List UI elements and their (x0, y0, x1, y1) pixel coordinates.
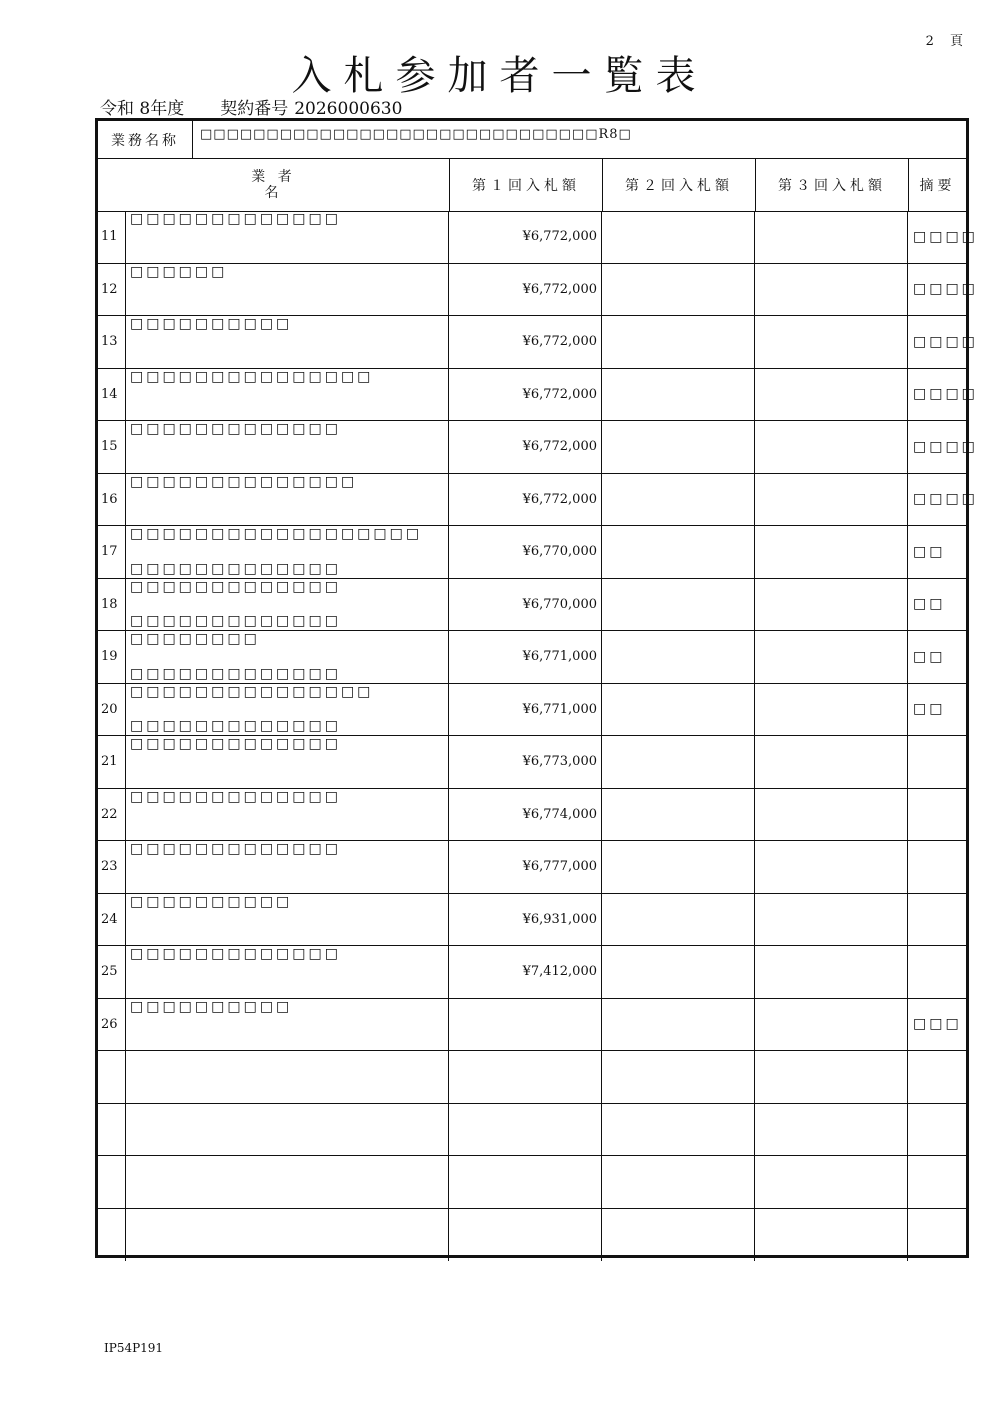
bid-price-3 (755, 211, 908, 263)
bid-price-3 (755, 841, 908, 893)
header-company-name (98, 158, 449, 211)
bid-price-3 (755, 526, 908, 578)
row-number: 17 (98, 526, 126, 578)
note (908, 1051, 966, 1103)
document-title: 入札参加者一覧表 (291, 53, 708, 99)
row-number: 24 (98, 894, 126, 946)
company-name (126, 789, 449, 841)
row-number: 25 (98, 946, 126, 998)
bid-price-2 (602, 1156, 755, 1208)
note: □□ (913, 596, 946, 613)
table-row (98, 894, 966, 947)
bid-price-3 (755, 316, 908, 368)
bid-price-2 (602, 894, 755, 946)
company-name (126, 736, 449, 788)
company-name-line1: □□□□□□□□□□□□□ (130, 211, 341, 227)
row-number: 14 (98, 369, 126, 421)
header-price-3: 第３回入札額 (755, 158, 908, 211)
company-name-line1: □□□□□□□□□□□□□ (130, 788, 341, 805)
header-note: 摘要 (908, 158, 966, 211)
bid-price-1 (449, 1051, 602, 1103)
bid-price-1: ¥6,771,000 (449, 684, 602, 736)
bid-price-2 (602, 631, 755, 683)
bid-price-2 (602, 1104, 755, 1156)
bid-price-3 (755, 894, 908, 946)
bid-price-2 (602, 316, 755, 368)
note (908, 946, 966, 998)
bid-price-1: ¥6,772,000 (449, 264, 602, 316)
bid-price-3 (755, 369, 908, 421)
page-number: 2 頁 (925, 34, 969, 49)
company-name (126, 1209, 449, 1262)
bid-price-2 (602, 736, 755, 788)
bid-price-3 (755, 1051, 908, 1103)
row-number: 15 (98, 421, 126, 473)
company-name-line1: □□□□□□□□□□□□□ (130, 841, 341, 857)
header-price-2: 第２回入札額 (602, 158, 755, 211)
bid-price-2 (602, 474, 755, 526)
bid-price-2 (602, 841, 755, 893)
company-name-line2: □□□□□□□□□□□□□ (130, 665, 341, 682)
company-name (126, 684, 449, 736)
bid-price-1 (449, 1156, 602, 1208)
note (908, 1104, 966, 1156)
bid-price-2 (602, 1209, 755, 1262)
row-number (98, 1051, 126, 1103)
bid-price-1 (449, 999, 602, 1051)
note: □□□□ (913, 228, 978, 245)
bid-price-1: ¥6,771,000 (449, 631, 602, 683)
table-row (98, 631, 966, 684)
bid-price-1: ¥6,772,000 (449, 474, 602, 526)
company-name-line2: □□□□□□□□□□□□□ (130, 718, 341, 734)
company-name-line1: □□□□□□□□ (130, 631, 260, 647)
bid-price-1: ¥6,777,000 (449, 841, 602, 893)
company-name (126, 421, 449, 473)
company-name (126, 369, 449, 421)
company-name (126, 264, 449, 316)
note: □□□□ (913, 281, 978, 298)
company-name (126, 526, 449, 578)
company-name-line1: □□□□□□□□□□□□□ (130, 421, 341, 437)
row-number (98, 1209, 126, 1262)
bid-price-3 (755, 684, 908, 736)
document-meta (100, 94, 438, 119)
company-name-line1: □□□□□□□□□□□□□□□ (130, 683, 374, 700)
bid-price-2 (602, 946, 755, 998)
company-name-line1: □□□□□□□□□□□□□□□ (130, 368, 374, 385)
bid-price-2 (602, 369, 755, 421)
table-row (98, 579, 966, 632)
project-row (98, 121, 966, 159)
bid-price-3 (755, 789, 908, 841)
bid-price-3 (755, 579, 908, 631)
company-name (126, 579, 449, 631)
row-number: 21 (98, 736, 126, 788)
row-number: 23 (98, 841, 126, 893)
company-name-line2: □□□□□□□□□□□□□ (130, 613, 341, 629)
company-name-line1: □□□□□□□□□□ (130, 998, 293, 1015)
note: □□□ (913, 1016, 962, 1033)
company-name (126, 841, 449, 893)
row-number: 26 (98, 999, 126, 1051)
bid-price-3 (755, 421, 908, 473)
table-row (98, 263, 978, 317)
row-number: 20 (98, 684, 126, 736)
table-row (98, 526, 966, 579)
note: □□□□ (913, 386, 978, 403)
bid-price-1: ¥6,770,000 (449, 579, 602, 631)
row-number: 16 (98, 474, 126, 526)
bid-price-1: ¥6,772,000 (449, 316, 602, 368)
note: □□□□ (913, 438, 978, 455)
bid-price-2 (602, 264, 755, 316)
table-row (98, 473, 978, 527)
bid-price-1 (449, 1104, 602, 1156)
table-row (98, 368, 978, 422)
bid-price-1: ¥6,774,000 (449, 789, 602, 841)
bid-price-1: ¥6,772,000 (449, 211, 602, 263)
company-name-line1: □□□□□□□□□□□□□ (130, 578, 341, 595)
table-row (98, 1156, 966, 1209)
table-row (98, 1104, 966, 1157)
note (908, 789, 966, 841)
note (908, 1156, 966, 1208)
company-name (126, 1104, 449, 1156)
company-name-line1: □□□□□□□□□□ (130, 316, 293, 332)
bid-price-1: ¥6,772,000 (449, 369, 602, 421)
bid-price-2 (602, 421, 755, 473)
project-name: □□□□□□□□□□□□□□□□□□□□□□□□□□□□□□R8□ (200, 127, 632, 142)
note: □□□□ (913, 333, 978, 350)
bid-price-2 (602, 211, 755, 263)
company-name-line1: □□□□□□□□□□□□□□□□□□ (130, 526, 423, 542)
bid-price-3 (755, 946, 908, 998)
company-name (126, 1051, 449, 1103)
company-name-line1: □□□□□□□□□□ (130, 893, 293, 910)
bid-price-1: ¥6,770,000 (449, 526, 602, 578)
bid-price-3 (755, 264, 908, 316)
note (908, 841, 966, 893)
project-label: 業務名称 (98, 121, 193, 158)
bid-price-2 (602, 526, 755, 578)
bid-price-3 (755, 1156, 908, 1208)
bid-price-2 (602, 789, 755, 841)
table-header (98, 158, 966, 212)
table-row (98, 316, 978, 369)
row-number: 12 (98, 264, 126, 316)
contract-number-label: 契約番号 (220, 99, 289, 119)
table-row (98, 421, 978, 474)
note (908, 894, 966, 946)
table-row (98, 946, 966, 999)
bid-price-2 (602, 579, 755, 631)
note: □□ (913, 648, 946, 665)
bid-price-2 (602, 684, 755, 736)
bid-price-1: ¥7,412,000 (449, 946, 602, 998)
bid-price-3 (755, 1104, 908, 1156)
row-number: 18 (98, 579, 126, 631)
bid-price-2 (602, 999, 755, 1051)
note (908, 1209, 966, 1262)
bid-price-3 (755, 631, 908, 683)
company-name (126, 316, 449, 368)
bid-price-3 (755, 999, 908, 1051)
row-number: 22 (98, 789, 126, 841)
fiscal-year: 令和 8年度 (100, 99, 185, 119)
company-name (126, 999, 449, 1051)
note: □□□□ (913, 491, 978, 508)
row-number: 13 (98, 316, 126, 368)
note (908, 736, 966, 788)
company-name (126, 1156, 449, 1208)
company-name-line1: □□□□□□□□□□□□□□ (130, 473, 358, 490)
row-number (98, 1156, 126, 1208)
table-row (98, 789, 966, 842)
company-name (126, 894, 449, 946)
bid-price-2 (602, 1051, 755, 1103)
company-name (126, 474, 449, 526)
table-row (98, 841, 966, 894)
bid-price-3 (755, 1209, 908, 1262)
row-number: 11 (98, 211, 126, 263)
note: □□ (913, 701, 946, 718)
row-number: 19 (98, 631, 126, 683)
bid-table (95, 118, 978, 1258)
header-company-line2: 名 (264, 184, 283, 201)
contract-number: 2026000630 (294, 99, 403, 119)
company-name-line1: □□□□□□ (130, 263, 228, 280)
table-row (98, 999, 966, 1052)
table-row (98, 1209, 966, 1262)
table-row (98, 211, 978, 264)
company-name (126, 946, 449, 998)
bid-price-1 (449, 1209, 602, 1262)
bid-price-1: ¥6,931,000 (449, 894, 602, 946)
company-name-line2: □□□□□□□□□□□□□ (130, 560, 341, 577)
table-row (98, 1051, 966, 1104)
company-name (126, 211, 449, 263)
note: □□ (913, 543, 946, 560)
footer-code: IP54P191 (104, 1341, 164, 1355)
bid-price-1: ¥6,773,000 (449, 736, 602, 788)
bid-price-1: ¥6,772,000 (449, 421, 602, 473)
company-name (126, 631, 449, 683)
header-price-1: 第１回入札額 (449, 158, 602, 211)
company-name-line1: □□□□□□□□□□□□□ (130, 736, 341, 752)
bid-price-3 (755, 736, 908, 788)
row-number (98, 1104, 126, 1156)
table-row (98, 684, 966, 737)
company-name-line1: □□□□□□□□□□□□□ (130, 946, 341, 962)
header-company-line1: 業 者 (251, 168, 296, 185)
table-row (98, 736, 966, 789)
bid-price-3 (755, 474, 908, 526)
